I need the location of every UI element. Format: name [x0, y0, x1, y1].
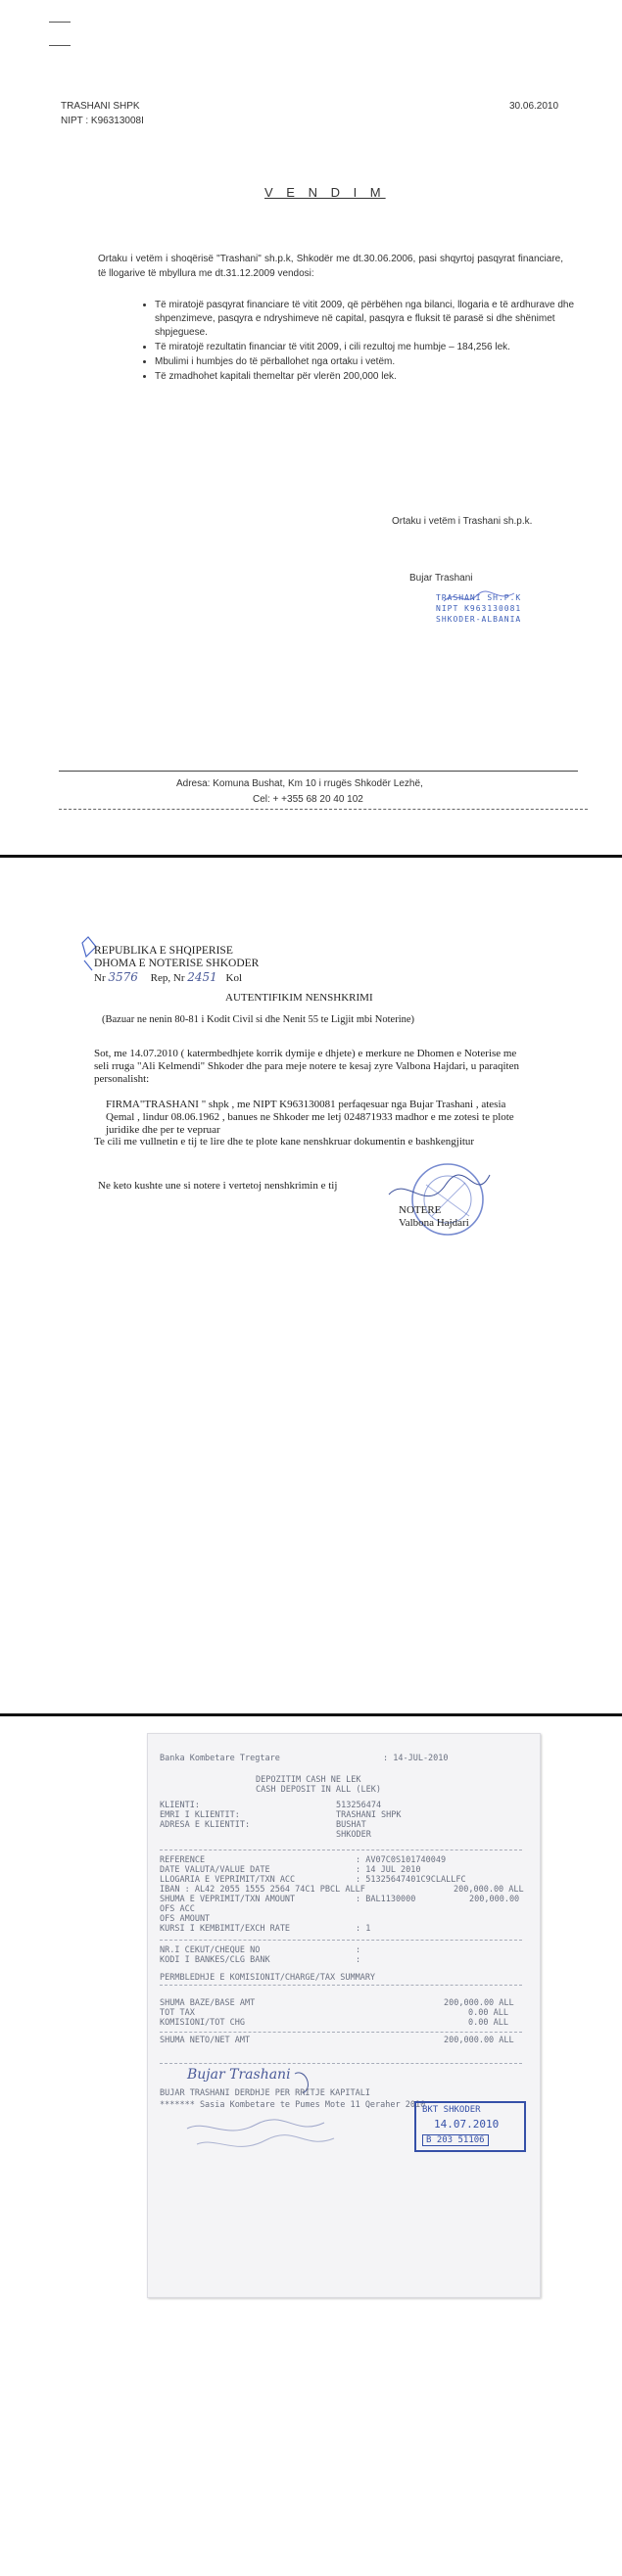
- dashed-separator: [160, 1985, 522, 1987]
- table-row: [160, 1875, 522, 1885]
- bank-receipt: [147, 1733, 541, 2298]
- stamp-line: NIPT K963130081: [436, 604, 522, 613]
- row-value: :: [356, 1955, 361, 1965]
- client-block: [160, 1801, 522, 1840]
- notary-paragraph: Ne keto kushte une si notere i vertetoj nenshkrimin e tij: [98, 1180, 338, 1192]
- row-label: KLIENTI:: [160, 1801, 200, 1810]
- table-row: [160, 1810, 522, 1820]
- list-item: • Të miratojë rezultatin financiar të vitit 2009, i cili rezultoj me humbje – 184,256 lek.: [155, 341, 576, 354]
- cheque-block: [160, 1945, 522, 1965]
- table-row: [160, 1830, 522, 1840]
- page-divider: [0, 855, 622, 858]
- summary-block: [160, 1998, 522, 2045]
- decision-intro: Ortaku i vetëm i shoqërisë "Trashani" sh.p.k, Shkodër me dt.30.06.2006, pasi shqyrtoj pasqyrat financiare, të llogarive të mbyllura me dt.31.12.2009 vendosi:: [98, 254, 563, 279]
- amount-words: ******* Sasia Kombetare te Pumes Mote 11 Qeraher 2010: [160, 2100, 426, 2110]
- row-label: KODI I BANKES/CLG BANK: [160, 1955, 270, 1965]
- row-value: 200,000.00 ALL: [454, 1885, 524, 1895]
- deposit-subtitle: CASH DEPOSIT IN ALL (LEK): [256, 1785, 381, 1795]
- dashed-separator: [160, 1940, 522, 1942]
- page-title: V E N D I M: [264, 185, 386, 200]
- notary-paragraph: Sot, me 14.07.2010 ( katermbedhjete korrik dymije e dhjete) e merkure ne Dhomen e Noterise me seli rruga "Ali Kelmendi" Shkoder dhe para meje notere te kesaj zyre Valbona Hajdari, u paraqiten personalisht:: [94, 1048, 519, 1085]
- rep-value: 2451: [187, 970, 217, 984]
- company-name: TRASHANI SHPK: [61, 101, 140, 112]
- table-row: [160, 1885, 522, 1895]
- table-row: [160, 2008, 522, 2018]
- notary-paragraph: Te cili me vullnetin e tij te lire dhe te plote kane nenshkruar dokumentin e bashkengjitur: [94, 1136, 475, 1147]
- company-stamp: [436, 587, 524, 636]
- stamp-title: BKT SHKODER: [422, 2105, 481, 2115]
- kol-label: Kol: [225, 972, 243, 984]
- signature-text: Bujar Trashani: [187, 2067, 291, 2083]
- page-divider: [0, 1713, 622, 1716]
- stamp-date: 14.07.2010: [434, 2118, 500, 2131]
- table-row: [160, 1914, 522, 1924]
- row-label: KOMISIONI/TOT CHG: [160, 2018, 245, 2028]
- page-title: AUTENTIFIKIM NENSHKRIMI: [225, 992, 373, 1004]
- table-row: [160, 1904, 522, 1914]
- stamp-code: B 203 51106: [422, 2134, 489, 2146]
- table-row: [160, 1924, 522, 1934]
- row-label: IBAN : AL42 2055 1555 2564 74C1 PBCL ALLF: [160, 1885, 365, 1895]
- table-row: [160, 1820, 522, 1830]
- row-value: : BAL1130000: [356, 1895, 416, 1904]
- row-value: 200,000.00 ALL: [444, 1998, 514, 2008]
- bank-stamp: [414, 2101, 526, 2152]
- row-label: LLOGARIA E VEPRIMIT/TXN ACC: [160, 1875, 296, 1885]
- document-date: 30.06.2010: [509, 101, 559, 112]
- register-line: [94, 971, 242, 985]
- notary-seal-icon: [387, 1155, 495, 1248]
- row-value: TRASHANI SHPK: [336, 1810, 402, 1820]
- list-item: • Të zmadhohet kapitali themeltar për vlerën 200,000 lek.: [155, 370, 576, 384]
- table-row: [160, 1955, 522, 1965]
- row-value: SHKODER: [336, 1830, 371, 1840]
- row-label: OFS AMOUNT: [160, 1914, 211, 1924]
- row-label: KURSI I KEMBIMIT/EXCH RATE: [160, 1924, 291, 1934]
- table-row: [160, 1865, 522, 1875]
- row-value: 513256474: [336, 1801, 382, 1810]
- row-label: REFERENCE: [160, 1855, 206, 1865]
- margin-mark: [49, 22, 71, 23]
- table-row: [160, 1855, 522, 1865]
- margin-mark: [49, 45, 71, 46]
- notary-paragraph: FIRMA"TRASHANI " shpk , me NIPT K963130081 perfaqesuar nga Bujar Trashani , atesia Qemal , lindur 08.06.1962 , banues ne Shkoder me letj 024871933 madhor e me zotesi te plote juridike dhe per te vepruar: [106, 1099, 514, 1136]
- footer-separator: [59, 809, 588, 811]
- row-label: OFS ACC: [160, 1904, 195, 1914]
- notary-title: NOTERE: [399, 1204, 442, 1216]
- row-label: DATE VALUTA/VALUE DATE: [160, 1865, 270, 1875]
- row-value: : 51325647401C9CLALLFC: [356, 1875, 466, 1885]
- nr-label: Nr: [94, 972, 106, 984]
- nr-value: 3576: [108, 970, 138, 984]
- row-value: 200,000.00 ALL: [444, 2036, 514, 2045]
- row-value: 0.00 ALL: [468, 2008, 508, 2018]
- notary-name: Valbona Hajdari: [399, 1217, 469, 1229]
- receipt-date: : 14-JUL-2010: [383, 1754, 449, 1763]
- dashed-separator: [160, 1850, 522, 1851]
- row-label: EMRI I KLIENTIT:: [160, 1810, 240, 1820]
- table-row: [160, 1945, 522, 1955]
- signatory-role: Ortaku i vetëm i Trashani sh.p.k.: [392, 516, 533, 527]
- table-row: [160, 1801, 522, 1810]
- rep-label: Rep, Nr: [150, 972, 185, 984]
- chamber-heading: DHOMA E NOTERISE SHKODER: [94, 958, 260, 969]
- reference-block: [160, 1855, 522, 1934]
- footer-separator: [59, 771, 578, 772]
- summary-title: PERMBLEDHJE E KOMISIONIT/CHARGE/TAX SUMMARY: [160, 1973, 376, 1983]
- table-row: [160, 2018, 522, 2028]
- deposit-title: DEPOZITIM CASH NE LEK: [256, 1775, 361, 1785]
- table-row: [160, 2036, 522, 2045]
- company-nipt: NIPT : K96313008I: [61, 116, 144, 126]
- table-row: [160, 1895, 522, 1904]
- signatory-name: Bujar Trashani: [409, 573, 473, 584]
- depositor-line: BUJAR TRASHANI DERDHJE PER RRITJE KAPITALI: [160, 2088, 370, 2098]
- row-value: : 1: [356, 1924, 371, 1934]
- table-row: [160, 1998, 522, 2008]
- legal-basis: (Bazuar ne nenin 80-81 i Kodit Civil si dhe Nenit 55 te Ligjit mbi Noterine): [102, 1014, 415, 1025]
- footer-phone: Cel: + +355 68 20 40 102: [253, 794, 363, 805]
- list-item: • Të miratojë pasqyrat financiare të vitit 2009, që përbëhen nga bilanci, llogaria e të ardhurave dhe shpenzimeve, pasqyra e ndryshimeve në capital, pasqyra e fluksit të parasë si dhe shënimet shpjeguese.: [155, 299, 576, 340]
- row-value: : AV07C0S101740049: [356, 1855, 447, 1865]
- row-value: 0.00 ALL: [468, 2018, 508, 2028]
- row-label: SHUMA E VEPRIMIT/TXN AMOUNT: [160, 1895, 296, 1904]
- republic-heading: REPUBLIKA E SHQIPERISE: [94, 945, 233, 957]
- bank-name: Banka Kombetare Tregtare: [160, 1754, 280, 1763]
- row-label: SHUMA NETO/NET AMT: [160, 2036, 251, 2045]
- row-label: ADRESA E KLIENTIT:: [160, 1820, 251, 1830]
- list-item: • Mbulimi i humbjes do të përballohet nga ortaku i vetëm.: [155, 355, 576, 369]
- dashed-separator: [160, 2032, 522, 2034]
- handwriting-scribble-icon: [177, 2072, 373, 2160]
- row-value: :: [356, 1945, 361, 1955]
- footer-address: Adresa: Komuna Bushat, Km 10 i rrugës Shkodër Lezhë,: [176, 778, 423, 789]
- row-value: : 14 JUL 2010: [356, 1865, 421, 1875]
- row-amount: 200,000.00: [469, 1895, 520, 1904]
- dashed-separator: [160, 2063, 522, 2065]
- row-label: NR.I CEKUT/CHEQUE NO: [160, 1945, 261, 1955]
- stamp-line: SHKODER-ALBANIA: [436, 615, 522, 624]
- row-value: BUSHAT: [336, 1820, 366, 1830]
- row-label: TOT TAX: [160, 2008, 195, 2018]
- decision-list: [137, 299, 576, 385]
- row-label: SHUMA BAZE/BASE AMT: [160, 1998, 256, 2008]
- stamp-line: TRASHANI SH.P.K: [436, 593, 522, 602]
